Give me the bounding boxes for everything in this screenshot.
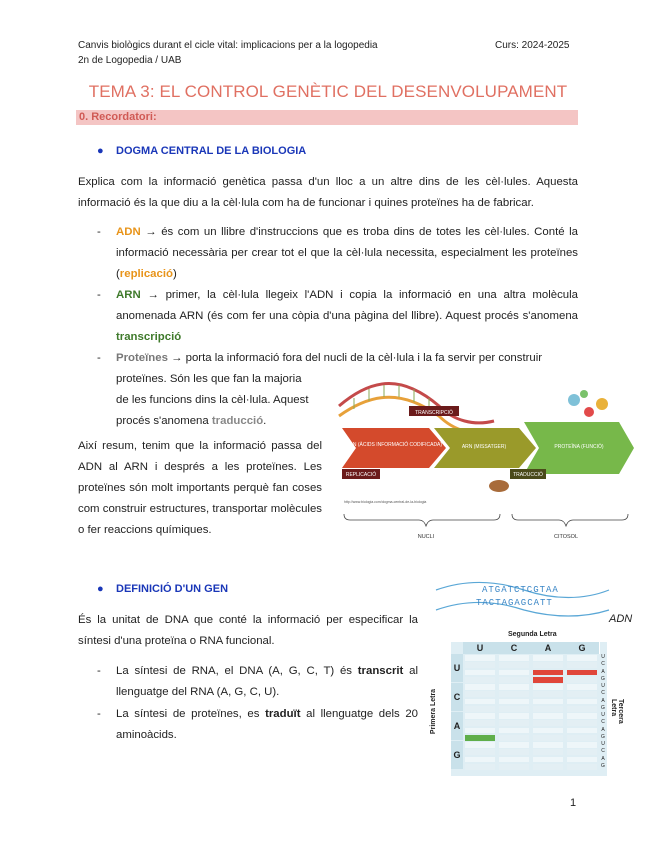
codon-cell: [567, 749, 597, 755]
codon-cell: [499, 728, 529, 734]
codon-cell: [533, 749, 563, 755]
codon-cell: [465, 670, 495, 676]
codon-third-letter: G: [601, 704, 605, 711]
codon-third-letter: U: [601, 741, 605, 747]
box-arn: ARN (MISSATGER): [461, 444, 507, 450]
codon-cell: [567, 728, 597, 734]
codon-cell: [567, 655, 597, 661]
codon-cell: [567, 742, 597, 748]
adn-end: ): [172, 268, 177, 280]
dogma-intro: Explica com la informació genètica passa d'un lloc a un altre dins de les cèl·lules. Aquesta informació és la que diu a la cèl·lula com ha de funcionar i quines proteïnes ha de fabricar.: [78, 176, 578, 209]
codon-cell: [567, 699, 597, 705]
header-year: Curs: 2024-2025: [495, 40, 570, 51]
codon-cell: [567, 720, 597, 726]
prot-line3: de les funcions dins la cèl·lula. Aquest: [116, 394, 309, 406]
arn-item: [116, 285, 578, 348]
codon-third-letter: G: [601, 675, 605, 682]
codon-cell: [499, 670, 529, 676]
codon-col-header: G: [565, 642, 600, 654]
codon-cell: [465, 699, 495, 705]
adn-term: ADN: [116, 226, 141, 238]
prot-end: .: [263, 415, 267, 427]
codon-cell: [465, 655, 495, 661]
dogma-heading: DOGMA CENTRAL DE LA BIOLOGIA: [116, 145, 307, 157]
gen-intro: És la unitat de DNA que conté la informació per especificar la síntesi d'una proteïna o RNA funcional.: [78, 614, 418, 647]
codon-cell: [499, 720, 529, 726]
codon-cell: [533, 728, 563, 734]
codon-cell: [499, 742, 529, 748]
codon-top-label: Segunda Letra: [508, 631, 557, 638]
codon-cell: [533, 757, 563, 763]
gen-item2-a: La síntesi de proteïnes, es: [116, 708, 266, 720]
adn-item: [116, 222, 578, 285]
section-recordatori: 0. Recordatori:: [79, 111, 157, 123]
codon-cell: [567, 713, 597, 719]
codon-grid: [451, 642, 607, 776]
codon-cell: [567, 757, 597, 763]
label-traduccio: TRADUCCIÓ: [513, 472, 543, 478]
gen-item1: [116, 661, 418, 703]
gen-item1-c: al llenguatge del RNA (A, G, C, U).: [116, 665, 418, 698]
prot-line1: [116, 348, 586, 369]
prot-term: Proteïnes: [116, 352, 168, 364]
codon-cell: [465, 757, 495, 763]
codon-third-letter: A: [601, 726, 605, 733]
codon-cell: [465, 735, 495, 741]
codon-third-letter: A: [601, 755, 605, 762]
box-proteina: PROTEÏNA (FUNCIÓ): [554, 444, 604, 450]
codon-third-letter: C: [601, 661, 605, 668]
page-title: TEMA 3: EL CONTROL GENÈTIC DEL DESENVOLUPAMENT: [88, 82, 568, 101]
codon-cell: [465, 713, 495, 719]
codon-cell: [465, 662, 495, 668]
gen-item2-c: al llenguatge dels 20 aminoàcids.: [116, 708, 418, 741]
bullet-dot-icon: ●: [97, 583, 104, 595]
codon-cell: [499, 662, 529, 668]
codon-cell: [465, 720, 495, 726]
prot-line2: proteïnes. Són les que fan la majoria: [116, 373, 302, 385]
prot-line4: [116, 411, 266, 432]
codon-cell: [465, 764, 495, 770]
transcripcio-term: transcripció: [116, 331, 182, 343]
label-transcripcio: TRANSCRIPCIÓ: [415, 410, 453, 416]
gen-heading: DEFINICIÓ D'UN GEN: [116, 583, 229, 595]
traduit-term: traduït: [265, 708, 301, 720]
codon-cell: [533, 764, 563, 770]
label-replicacio: REPLICACIÓ: [345, 472, 377, 478]
codon-col-header: C: [497, 642, 532, 654]
bullet-dot-icon: ●: [97, 145, 104, 157]
codon-left-label: Primera Letra: [430, 688, 438, 735]
dash-marker: -: [97, 665, 101, 677]
box-adn: ADN (ÀCIDS INFORMACIÓ CODIFICADA): [345, 442, 443, 448]
codon-cell: [465, 742, 495, 748]
central-dogma-diagram: [334, 376, 644, 546]
codon-row-header: A: [451, 712, 463, 740]
dash-marker: -: [97, 289, 101, 301]
codon-cell: [533, 713, 563, 719]
codon-cell: [533, 699, 563, 705]
arn-term: ARN: [116, 289, 141, 301]
codon-cell: [533, 684, 563, 690]
codon-cell: [567, 764, 597, 770]
codon-cell: [567, 677, 597, 683]
header-degree: 2n de Logopedia / UAB: [78, 55, 182, 66]
codon-cell: [499, 757, 529, 763]
codon-cell: [465, 728, 495, 734]
codon-cell: [499, 713, 529, 719]
citosol-label: CITOSOL: [553, 534, 579, 540]
dna-strand-figure: [434, 578, 634, 624]
codon-third-letter: G: [601, 762, 605, 769]
codon-third-letter: C: [601, 748, 605, 755]
codon-cell: [499, 764, 529, 770]
codon-cell: [499, 735, 529, 741]
codon-cell: [567, 670, 597, 676]
codon-cell: [465, 749, 495, 755]
codon-cell: [567, 706, 597, 712]
codon-cell: [465, 691, 495, 697]
transcrit-term: transcrit: [357, 665, 404, 677]
codon-cell: [499, 749, 529, 755]
dash-marker: -: [97, 352, 101, 364]
codon-cell: [567, 735, 597, 741]
prot-text4: procés s'anomena: [116, 415, 212, 427]
codon-cell: [465, 677, 495, 683]
codon-row-header: C: [451, 683, 463, 711]
dash-marker: -: [97, 708, 101, 720]
replicacio-term: replicació: [119, 268, 173, 280]
codon-cell: [533, 691, 563, 697]
traduccio-term: traducció: [211, 415, 264, 427]
codon-cell: [533, 662, 563, 668]
codon-third-letter: U: [601, 654, 605, 660]
codon-third-letter: U: [601, 683, 605, 689]
codon-cell: [533, 677, 563, 683]
codon-cell: [567, 662, 597, 668]
codon-third-letter: A: [601, 697, 605, 704]
codon-cell: [567, 691, 597, 697]
dna-bottom-strand: TACTAGAGCATT: [476, 598, 553, 608]
codon-cell: [499, 677, 529, 683]
arn-text: → primer, la cèl·lula llegeix l'ADN i copia la informació en una altra molècula anomenada ARN (és com fer una còpia d'una pàgina del llibre). Aquest procés s'anomena: [116, 289, 578, 322]
codon-cell: [533, 742, 563, 748]
codon-cell: [533, 706, 563, 712]
prot-text1: → porta la informació fora del nucli de la cèl·lula i la fa servir per construir: [167, 352, 543, 364]
page-number: 1: [570, 797, 577, 809]
codon-cell: [465, 706, 495, 712]
codon-third-letter: C: [601, 719, 605, 726]
codon-third-letter: A: [601, 668, 605, 675]
codon-third-letter: C: [601, 690, 605, 697]
gen-item1-a: La síntesi de RNA, el DNA (A, G, C, T) és: [116, 665, 358, 677]
codon-cell: [465, 684, 495, 690]
codon-cell: [499, 706, 529, 712]
dash-marker: -: [97, 226, 101, 238]
codon-cell: [499, 655, 529, 661]
codon-cell: [533, 655, 563, 661]
codon-col-header: U: [463, 642, 498, 654]
codon-cell: [533, 670, 563, 676]
codon-cell: [533, 735, 563, 741]
codon-right-label: Tercera Letra: [610, 699, 624, 724]
codon-cell: [499, 691, 529, 697]
codon-third-letter: G: [601, 733, 605, 740]
dna-label: ADN: [609, 613, 633, 624]
codon-cell: [567, 684, 597, 690]
dogma-summary: Així resum, tenim que la informació passa del ADN al ARN i després a les proteïnes. Les proteïnes són molt importants perquè fan coses com construir estructures, transportar molècules o fer reaccions químiques.: [78, 440, 322, 536]
dna-top-strand: ATGATCTCGTAA: [482, 585, 559, 595]
codon-cell: [499, 699, 529, 705]
header-course: Canvis biològics durant el cicle vital: implicacions per a la logopedia: [78, 40, 378, 51]
codon-table: [430, 628, 633, 778]
codon-cell: [533, 720, 563, 726]
codon-row-header: U: [451, 654, 463, 682]
codon-cell: [499, 684, 529, 690]
adn-text: → és com un llibre d'instruccions que es troba dins de totes les cèl·lules. Conté la informació necessària per crear tot el que la cèl·lula necessita, especialment les proteïnes (: [116, 226, 578, 280]
codon-col-header: A: [531, 642, 566, 654]
codon-third-letter: U: [601, 712, 605, 718]
nucli-label: NUCLI: [417, 534, 435, 540]
diagram-caption: http://www.biologia.com/dogma-central-de-la-biologia: [344, 500, 427, 504]
codon-row-header: G: [451, 741, 463, 769]
gen-item2: [116, 704, 418, 746]
